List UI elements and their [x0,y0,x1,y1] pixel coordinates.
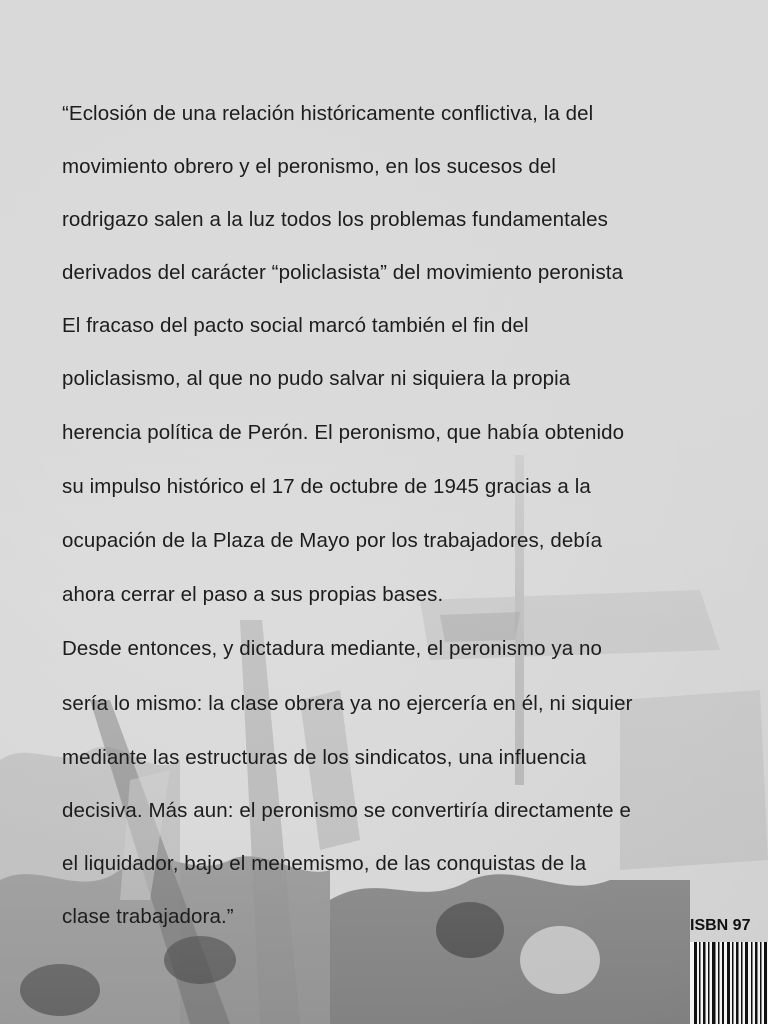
quote-line: ocupación de la Plaza de Mayo por los trabajadores, debía [62,529,603,552]
quote-line: rodrigazo salen a la luz todos los problemas fundamentales [62,208,608,231]
quote-line: herencia política de Perón. El peronismo, que había obtenido [62,421,625,444]
quote-line: El fracaso del pacto social marcó también el fin del [62,314,529,337]
quote-line: policlasismo, al que no pudo salvar ni siquiera la propia [62,367,571,390]
quote-line: movimiento obrero y el peronismo, en los sucesos del [62,155,557,178]
quote-line: el liquidador, bajo el menemismo, de las conquistas de la [62,852,587,875]
quote-line: mediante las estructuras de los sindicatos, una influencia [62,746,587,769]
quote-line: clase trabajadora.” [62,905,234,928]
quote-line: “Eclosión de una relación históricamente conflictiva, la del [62,102,594,125]
isbn-label: ISBN 97 [690,917,751,934]
quote-line: Desde entonces, y dictadura mediante, el peronismo ya no [62,637,603,660]
quote-line: decisiva. Más aun: el peronismo se convertiría directamente e [62,799,631,822]
quote-line: derivados del carácter “policlasista” del movimiento peronista [62,261,624,284]
quote-line: sería lo mismo: la clase obrera ya no ejercería en él, ni siquier [62,692,633,715]
quote-line: su impulso histórico el 17 de octubre de 1945 gracias a la [62,475,591,498]
barcode [690,942,768,1024]
quote-line: ahora cerrar el paso a sus propias bases. [62,583,444,606]
